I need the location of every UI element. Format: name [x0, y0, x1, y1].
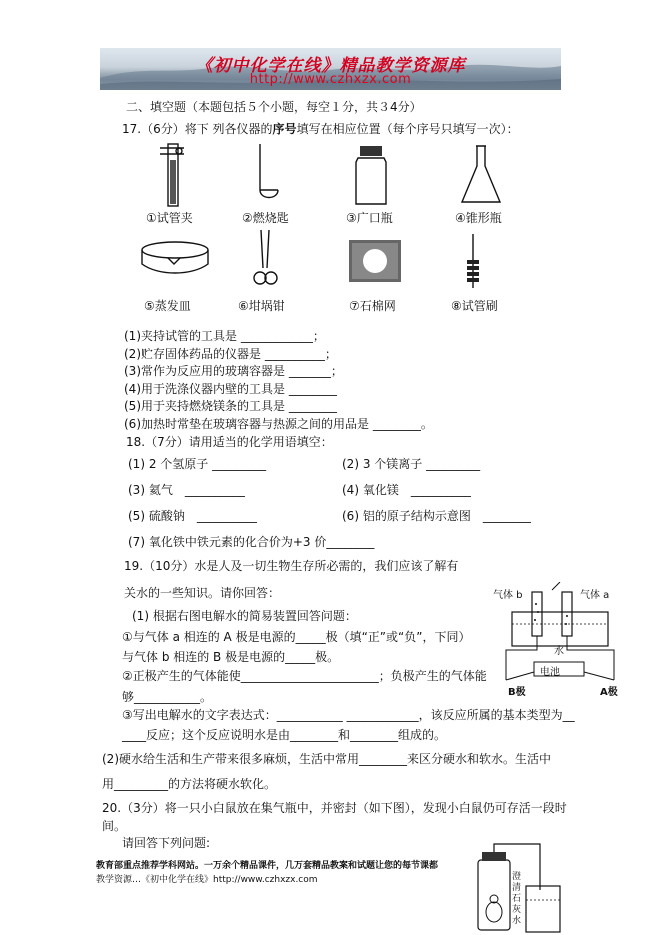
instrument-label-1: ①试管夹 [146, 211, 193, 225]
instrument-label-6: ⑥坩埚钳 [238, 299, 285, 313]
instrument-label-4: ④锥形瓶 [455, 211, 502, 225]
site-banner [100, 48, 561, 90]
q19-b1: ②正极产生的气体能使_______________________；负极产生的气体能 [122, 669, 487, 683]
q18-item-6: (6) 铝的原子结构示意图 ________ [342, 509, 531, 523]
q19-line-2: 关水的一些知识。请你回答： [124, 586, 281, 600]
q18-item-7: (7) 氧化铁中铁元素的化合价为+3 价________ [128, 535, 375, 549]
q17-item-1: (1)夹持试管的工具是 ____________； [124, 329, 325, 343]
instrument-label-2: ②燃烧匙 [242, 211, 289, 225]
label-limewater: 澄清石灰水 [512, 872, 522, 926]
evaporating-dish-icon [138, 238, 212, 284]
label-battery: 电池 [540, 667, 560, 678]
label-pole-a: A极 [600, 687, 618, 698]
label-water: 水 [554, 646, 564, 657]
wide-mouth-bottle-icon [350, 144, 394, 208]
asbestos-gauze-icon [347, 238, 403, 284]
q17-item-2: (2)贮存固体药品的仪器是 __________； [124, 347, 337, 361]
label-gas-b: 气体 b [493, 590, 523, 601]
instrument-label-8: ⑧试管刷 [451, 299, 498, 313]
crucible-tongs-icon [250, 228, 280, 290]
q17-item-4: (4)用于洗涤仪器内壁的工具是 ________ [124, 382, 337, 396]
label-gas-a: 气体 a [580, 590, 610, 601]
combustion-spoon-icon [248, 140, 288, 210]
q17-prefix: 17.（6分）将下 列各仪器的 [122, 122, 273, 136]
q20-line-1: 20.（3分）将一只小白鼠放在集气瓶中，并密封（如下图），发现小白鼠仍可存活一段时 [102, 801, 567, 815]
q19-c1: ③写出电解水的文字表达式：___________ ____________，该反应所属的基本类型为__ [122, 708, 575, 722]
banner-url[interactable]: http://www.czhxzx.com [249, 72, 412, 87]
q17-suffix: 填写在相应位置（每个序号只填写一次）： [296, 122, 519, 136]
q19-b2: 够___________。 [122, 690, 213, 704]
conical-flask-icon [456, 142, 506, 208]
q19-a2: 与气体 b 相连的 B 极是电源的_____极。 [122, 650, 340, 664]
q18-item-1: (1) 2 个氢原子 _________ [128, 457, 267, 471]
instrument-label-5: ⑤蒸发皿 [144, 299, 191, 313]
instrument-label-3: ③广口瓶 [346, 211, 393, 225]
test-tube-holder-icon [150, 140, 200, 210]
q18-item-4: (4) 氧化镁 __________ [342, 483, 471, 497]
q20-line-2: 间。 [102, 819, 127, 833]
q18-item-2: (2) 3 个镁离子 _________ [342, 457, 481, 471]
test-tube-brush-icon [458, 232, 488, 294]
label-pole-b: B极 [508, 687, 526, 698]
q18-item-5: (5) 硫酸钠 __________ [128, 509, 257, 523]
q19-d2: 用_________的方法将硬水软化。 [102, 777, 277, 791]
instrument-label-7: ⑦石棉网 [349, 299, 396, 313]
q17-item-6: (6)加热时常垫在玻璃容器与热源之间的用品是 ________。 [124, 417, 433, 431]
q19-c2: ____反应；这个反应说明水是由________和________组成的。 [122, 728, 447, 742]
q17-item-5: (5)用于夹持燃烧镁条的工具是 ________ [124, 399, 337, 413]
q17-title [122, 120, 519, 137]
q17-bold: 序号 [272, 122, 297, 136]
q18-title: 18.（7分）请用适当的化学用语填空： [126, 435, 333, 449]
q19-sub-1: (1) 根据右图电解水的简易装置回答问题： [132, 609, 357, 623]
q17-item-3: (3)常作为反应用的玻璃容器是 _______； [124, 364, 343, 378]
q19-a1: ①与气体 a 相连的 A 极是电源的_____极（填“正”或“负”，下同） [122, 630, 471, 644]
footer-line-1: 教育部重点推荐学科网站。一万余个精品课件，几万套精品教案和试题让您的每节课都 [96, 861, 439, 871]
footer-line-2: 教学资源…《初中化学在线》http://www.czhxzx.com [96, 875, 318, 885]
q19-line-1: 19.（10分）水是人及一切生物生存所必需的，我们应该了解有 [124, 559, 459, 573]
banner-title: 《初中化学在线》精品教学资源库 [195, 56, 466, 76]
section-title: 二、填空题（本题包括５个小题，每空１分，共３4分） [126, 100, 422, 114]
q18-item-3: (3) 氦气 __________ [128, 483, 245, 497]
q20-line-3: 请回答下列问题: [122, 836, 211, 850]
q19-d1: (2)硬水给生活和生产带来很多麻烦，生活中常用________来区分硬水和软水。生活中 [102, 752, 552, 766]
